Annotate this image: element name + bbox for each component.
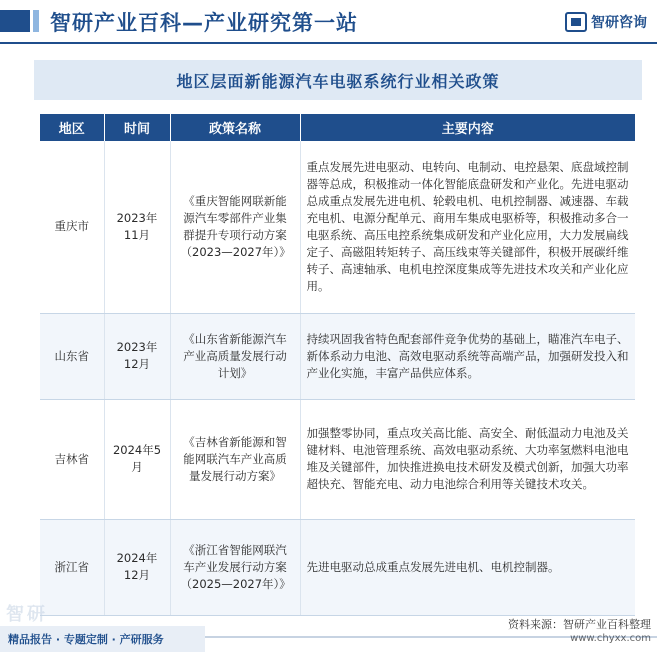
site-header bbox=[0, 0, 657, 44]
cell-time: 2024年5月 bbox=[104, 399, 170, 519]
header-divider bbox=[0, 42, 657, 44]
page-title: 地区层面新能源汽车电驱系统行业相关政策 bbox=[176, 71, 500, 91]
column-header-policy: 政策名称 bbox=[170, 114, 300, 141]
policy-table bbox=[40, 114, 635, 616]
brand-name: 智研咨询 bbox=[591, 15, 647, 31]
cell-content: 重点发展先进电驱动、电转向、电制动、电控悬架、底盘域控制器等总成，积极推动一体化智能底盘研发和产业化。先进电驱动总成重点发展先进电机、轮毂电机、电机控制器、减速器、车载充电机、电源分配单元、商用车集成电驱桥等，积极推动多合一电驱系统、高压电控系统集成研发和产业化应用，大力发展扁线定子、高磁阻转矩转子、高压线束等关键部件，积极开展碳纤维转子、高速轴承、电机电控深度集成等先进技术攻关和产业化应用。 bbox=[300, 141, 635, 313]
website-link[interactable]: www.chyxx.com bbox=[570, 633, 651, 644]
table-row bbox=[40, 519, 635, 615]
cell-content: 先进电驱动总成重点发展先进电机、电机控制器。 bbox=[300, 519, 635, 615]
cell-policy: 《浙江省智能网联汽车产业发展行动方案（2025—2027年）》 bbox=[170, 519, 300, 615]
footer-watermark: 智研 bbox=[6, 604, 48, 625]
cell-content: 持续巩固我省特色配套部件竞争优势的基础上，瞄准汽车电子、新体系动力电池、高效电驱动系统等高端产品，加强研发投入和产业化实施，丰富产品供应体系。 bbox=[300, 313, 635, 399]
cell-content: 加强整零协同，重点攻关高比能、高安全、耐低温动力电池及关键材料、电池管理系统、高效电驱动系统、大功率氢燃料电池电堆及关键部件，加快推进换电技术研发及模式创新，加强大功率超快充、智能充电、动力电池综合利用等关键技术攻关。 bbox=[300, 399, 635, 519]
header-accent-stripe bbox=[33, 10, 39, 32]
footer-divider bbox=[205, 636, 657, 638]
column-header-content: 主要内容 bbox=[300, 114, 635, 141]
brand-logo-icon bbox=[565, 12, 587, 32]
header-accent-bar bbox=[0, 10, 30, 32]
source-note: 资料来源：智研产业百科整理 bbox=[508, 618, 651, 631]
cell-region: 吉林省 bbox=[40, 399, 104, 519]
services-bar bbox=[0, 626, 205, 652]
brand[interactable] bbox=[565, 12, 647, 32]
services-text: 精品报告 · 专题定制 · 产研服务 bbox=[8, 633, 164, 646]
table-row bbox=[40, 313, 635, 399]
cell-region: 浙江省 bbox=[40, 519, 104, 615]
cell-time: 2023年12月 bbox=[104, 313, 170, 399]
column-header-region: 地区 bbox=[40, 114, 104, 141]
cell-region: 重庆市 bbox=[40, 141, 104, 313]
table-header-row bbox=[40, 114, 635, 141]
cell-policy: 《山东省新能源汽车产业高质量发展行动计划》 bbox=[170, 313, 300, 399]
site-title: 智研产业百科—产业研究第一站 bbox=[50, 11, 358, 35]
cell-policy: 《重庆智能网联新能源汽车零部件产业集群提升专项行动方案（2023—2027年）》 bbox=[170, 141, 300, 313]
page-footer bbox=[0, 604, 657, 656]
cell-time: 2023年11月 bbox=[104, 141, 170, 313]
title-band bbox=[34, 60, 642, 100]
table-row bbox=[40, 141, 635, 313]
cell-time: 2024年12月 bbox=[104, 519, 170, 615]
cell-policy: 《吉林省新能源和智能网联汽车产业高质量发展行动方案》 bbox=[170, 399, 300, 519]
cell-region: 山东省 bbox=[40, 313, 104, 399]
column-header-time: 时间 bbox=[104, 114, 170, 141]
table-row bbox=[40, 399, 635, 519]
